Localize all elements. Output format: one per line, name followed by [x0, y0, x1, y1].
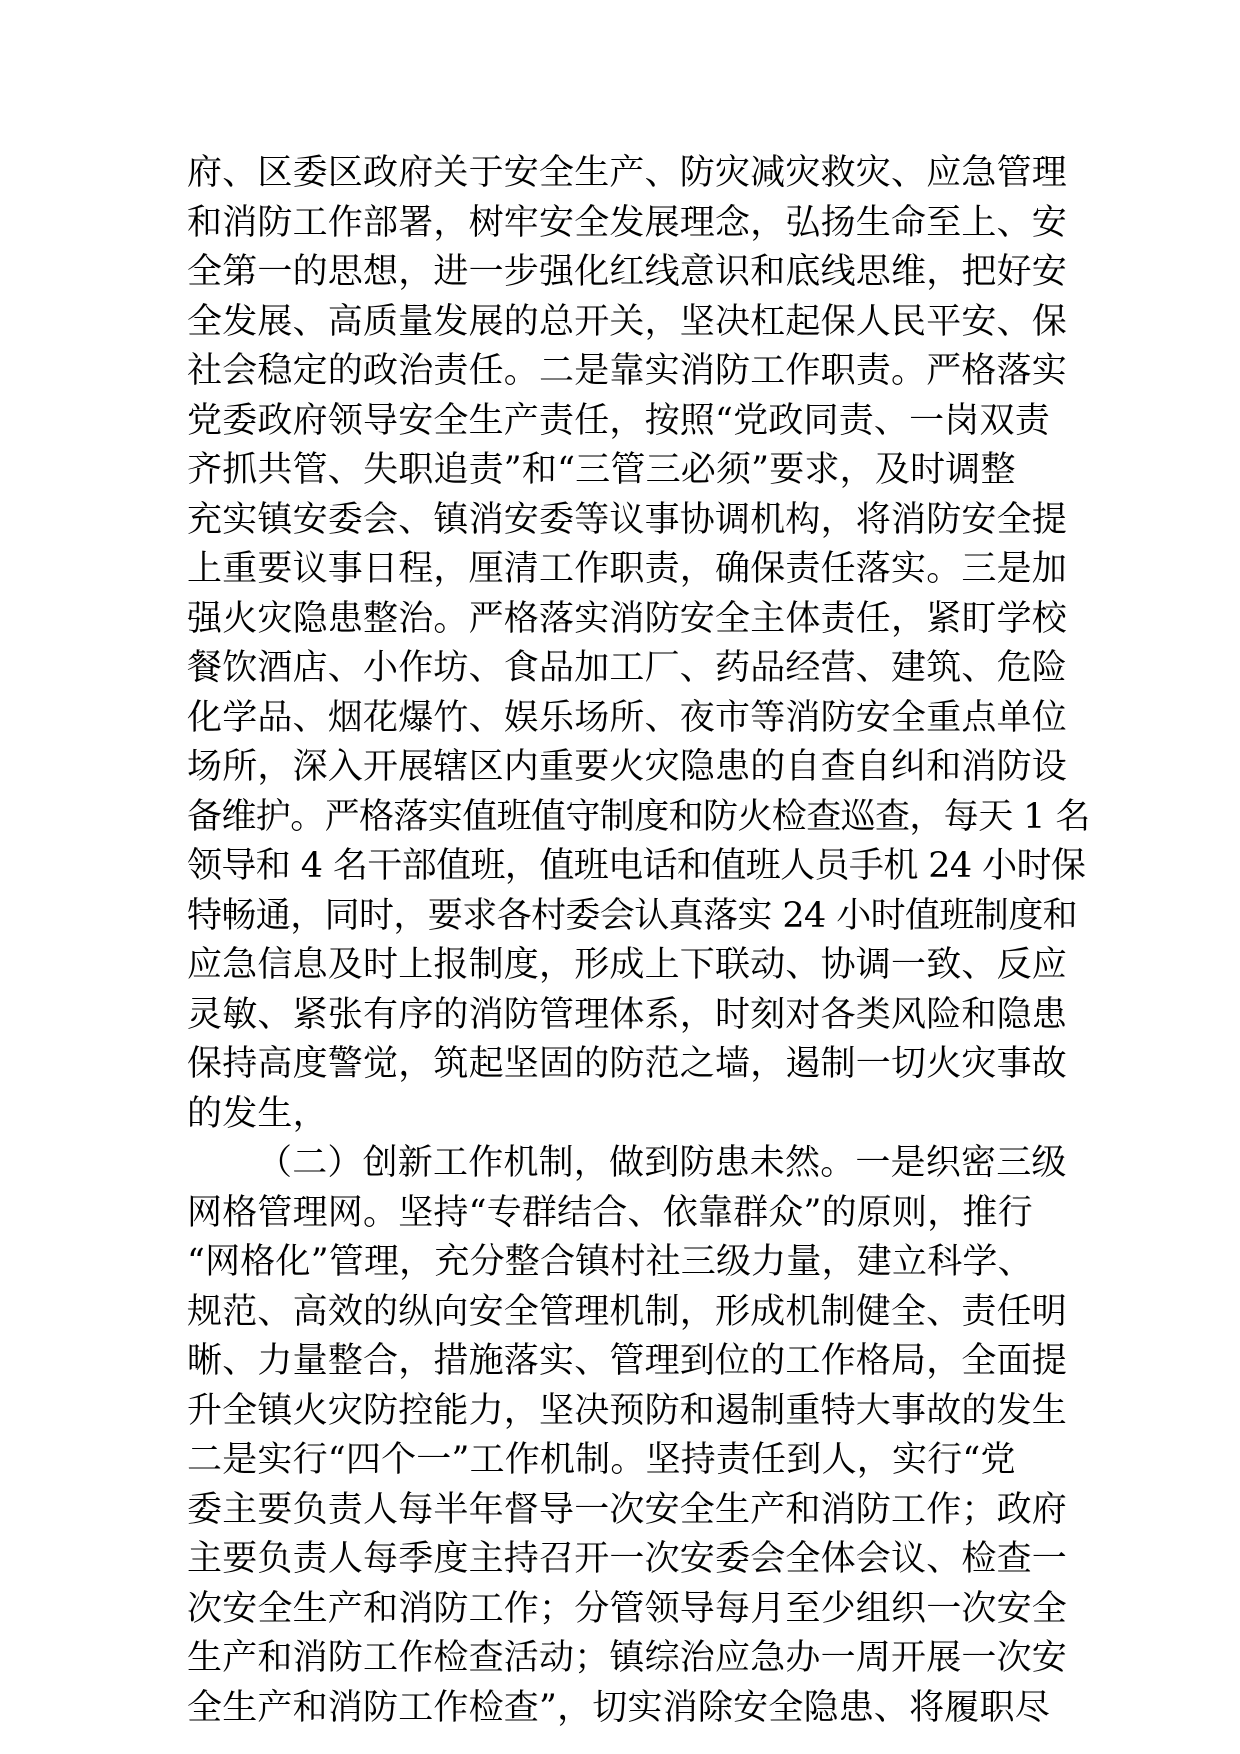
text-line: 党委政府领导安全生产责任，按照“党政同责、一岗双责 [187, 400, 1050, 441]
section-heading-line: （二）创新工作机制，做到防患未然。一是织密三级 [257, 1143, 1067, 1183]
text-line: 和消防工作部署，树牢安全发展理念，弘扬生命至上、安 [187, 202, 1068, 243]
text-line: 社会稳定的政治责任。二是靠实消防工作职责。严格落实 [187, 351, 1068, 391]
text-line: 场所，深入开展辖区内重要火灾隐患的自查自纠和消防设 [187, 747, 1068, 787]
text-line: 应急信息及时上报制度，形成上下联动、协调一致、反应 [187, 945, 1068, 985]
text-line: 次安全生产和消防工作；分管领导每月至少组织一次安全 [187, 1588, 1068, 1629]
text-line: 上重要议事日程，厘清工作职责，确保责任落实。三是加 [187, 549, 1068, 589]
text-line: 齐抓共管、失职追责”和“三管三必须”要求，及时调整 [187, 450, 1016, 490]
text-line: 强火灾隐患整治。严格落实消防安全主体责任，紧盯学校 [187, 598, 1068, 639]
body-text [187, 149, 1090, 1733]
text-line: 升全镇火灾防控能力，坚决预防和遏制重特大事故的发生 [187, 1390, 1068, 1431]
text-line: 化学品、烟花爆竹、娱乐场所、夜市等消防安全重点单位 [187, 697, 1068, 738]
text-line: 全第一的思想，进一步强化红线意识和底线思维，把好安 [187, 252, 1068, 292]
text-line: 充实镇安委会、镇消安委等议事协调机构，将消防安全提 [187, 499, 1068, 540]
text-line: 主要负责人每季度主持召开一次安委会全体会议、检查一 [187, 1539, 1068, 1579]
text-line: 保持高度警觉，筑起坚固的防范之墙，遏制一切火灾事故 [187, 1044, 1068, 1084]
text-line: “网格化”管理，充分整合镇村社三级力量，建立科学、 [187, 1242, 1033, 1282]
text-line: 府、区委区政府关于安全生产、防灾减灾救灾、应急管理 [187, 153, 1068, 193]
text-line: 委主要负责人每半年督导一次安全生产和消防工作；政府 [187, 1489, 1068, 1530]
text-line: 规范、高效的纵向安全管理机制，形成机制健全、责任明 [187, 1291, 1068, 1332]
text-line: 的发生， [187, 1093, 328, 1134]
text-line: 晰、力量整合，措施落实、管理到位的工作格局，全面提 [187, 1341, 1068, 1381]
text-line: 生产和消防工作检查活动；镇综治应急办一周开展一次安 [187, 1638, 1068, 1678]
text-line: 特畅通，同时，要求各村委会认真落实 24 小时值班制度和 [187, 895, 1077, 936]
text-line: 二是实行“四个一”工作机制。坚持责任到人，实行“党 [187, 1440, 1016, 1480]
text-line: 全生产和消防工作检查”，切实消除安全隐患、将履职尽 [187, 1687, 1050, 1728]
text-line: 餐饮酒店、小作坊、食品加工厂、药品经营、建筑、危险 [187, 648, 1068, 688]
text-line: 灵敏、紧张有序的消防管理体系，时刻对各类风险和隐患 [187, 994, 1068, 1035]
text-line: 备维护。严格落实值班值守制度和防火检查巡查，每天 1 名 [187, 796, 1090, 837]
text-line: 领导和 4 名干部值班，值班电话和值班人员手机 24 小时保 [187, 846, 1086, 886]
text-line: 网格管理网。坚持“专群结合、依靠群众”的原则，推行 [187, 1192, 1033, 1233]
text-line: 全发展、高质量发展的总开关，坚决杠起保人民平安、保 [187, 301, 1068, 342]
